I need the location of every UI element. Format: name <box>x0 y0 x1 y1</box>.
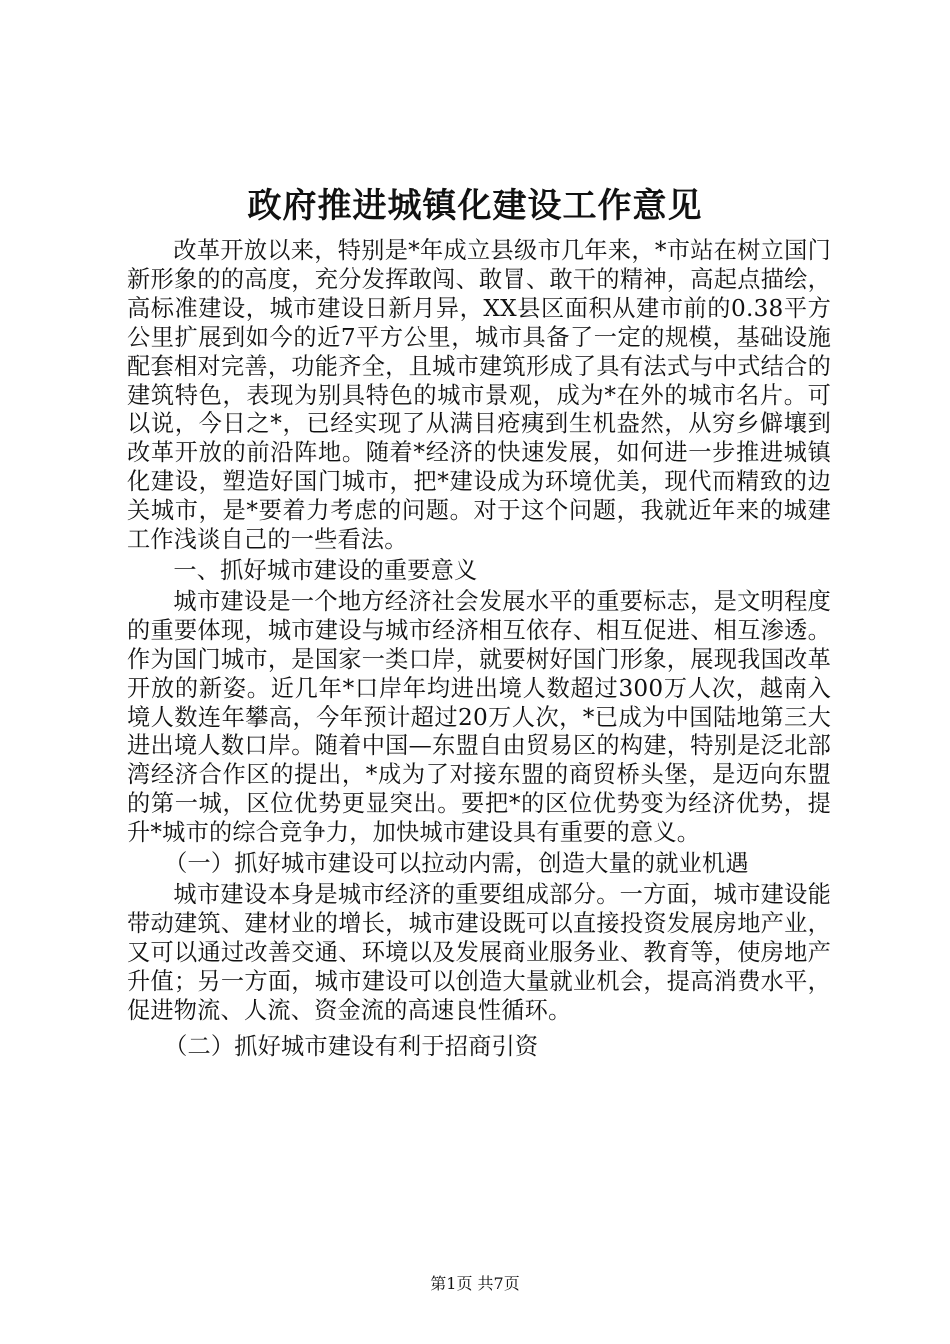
page-number-footer: 第1页 共7页 <box>430 1274 520 1293</box>
document-title: 政府推进城镇化建设工作意见 <box>247 186 703 226</box>
intro-paragraph: 改革开放以来，特别是*年成立县级市几年来，*市站在树立国门新形象的的高度，充分发挥敢闯、敢冒、敢干的精神，高起点描绘，高标准建设，城市建设日新月异，XX县区面积从建市前的0.38平方公里扩展到如今的近7平方公里，城市具备了一定的规模，基础设施配套相对完善，功能齐全，且城市建筑形成了具有法式与中式结合的建筑特色，表现为别具特色的城市景观，成为*在外的城市名片。可以说，今日之*，已经实现了从满目疮痍到生机盎然，从穷乡僻壤到改革开放的前沿阵地。随着*经济的快速发展，如何进一步推进城镇化建设，塑造好国门城市，把*建设成为环境优美，现代而精致的边关城市，是*要着力考虑的问题。对于这个问题，我就近年来的城建工作浅谈自己的一些看法。 <box>127 237 831 554</box>
significance-paragraph: 城市建设是一个地方经济社会发展水平的重要标志，是文明程度的重要体现，城市建设与城市经济相互依存、相互促进、相互渗透。作为国门城市，是国家一类口岸，就要树好国门形象，展现我国改革开放的新姿。近几年*口岸年均进出境人数超过300万人次，越南入境人数连年攀高，今年预计超过20万人次，*已成为中国陆地第三大进出境人数口岸。随着中国—东盟自由贸易区的构建，特别是泛北部湾经济合作区的提出，*成为了对接东盟的商贸桥头堡，是迈向东盟的第一城，区位优势更显突出。要把*的区位优势变为经济优势，提升*城市的综合竞争力，加快城市建设具有重要的意义。 <box>127 587 831 847</box>
domestic-demand-paragraph: 城市建设本身是城市经济的重要组成部分。一方面，城市建设能带动建筑、建材业的增长，城市建设既可以直接投资发展房地产业，又可以通过改善交通、环境以及发展商业服务业、教育等，使房地产升值；另一方面，城市建设可以创造大量就业机会，提高消费水平，促进物流、人流、资金流的高速良性循环。 <box>127 880 831 1024</box>
section-heading-1: 一、抓好城市建设的重要意义 <box>173 556 478 584</box>
subsection-heading-2: （二）抓好城市建设有利于招商引资 <box>164 1033 539 1061</box>
document-body <box>127 237 831 1062</box>
subsection-heading-1: （一）抓好城市建设可以拉动内需，创造大量的就业机遇 <box>164 850 749 878</box>
